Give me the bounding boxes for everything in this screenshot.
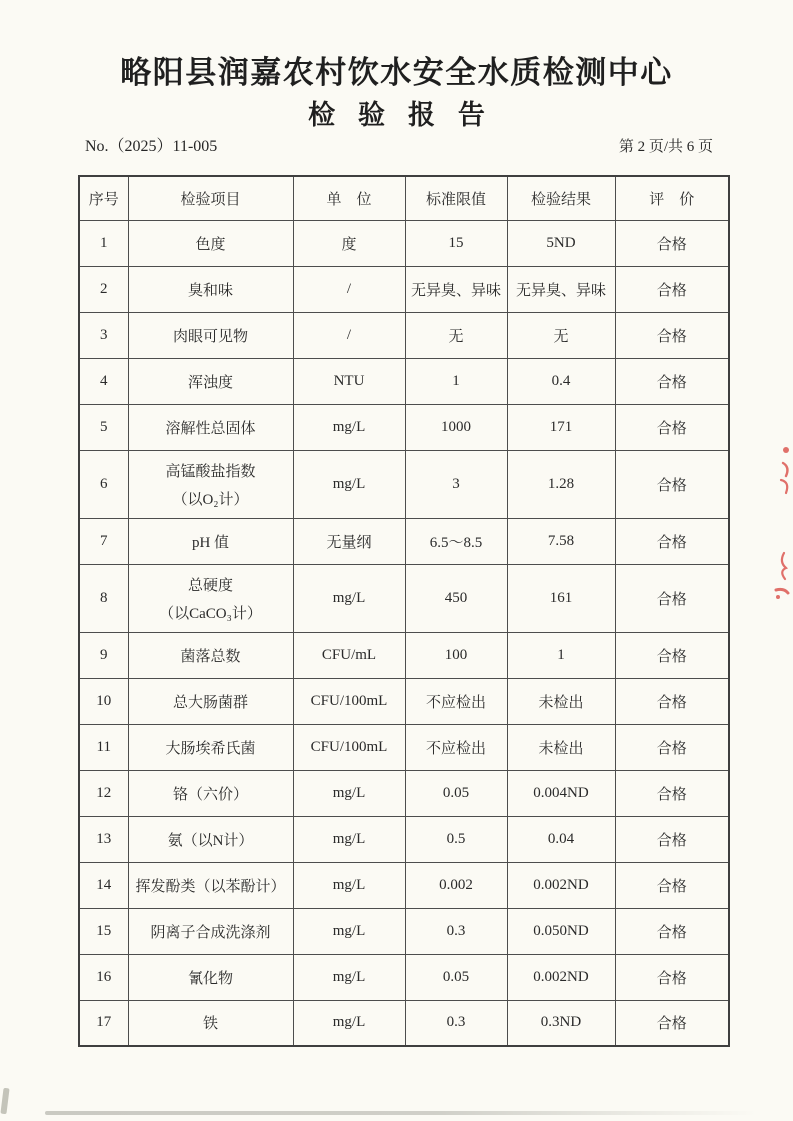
row-index: 17 [79,1000,128,1046]
test-result-value: 无 [507,312,615,358]
evaluation-value: 合格 [615,358,729,404]
results-table-body [79,220,729,1046]
standard-limit-value: 无异臭、异味 [405,266,507,312]
test-result-value: 无异臭、异味 [507,266,615,312]
test-result-value: 0.004ND [507,770,615,816]
table-row [79,632,729,678]
standard-limit-value: 6.5～8.5 [405,518,507,564]
meta-row [85,133,713,156]
item-name: 铬（六价） [128,770,293,816]
table-row [79,266,729,312]
row-index: 7 [79,518,128,564]
standard-limit-value: 0.05 [405,954,507,1000]
item-name: 菌落总数 [128,632,293,678]
unit-value: mg/L [293,816,405,862]
test-result-value: 1.28 [507,450,615,518]
unit-value: / [293,312,405,358]
header-row [79,176,729,220]
test-result-value: 0.04 [507,816,615,862]
scan-shadow-line [45,1111,757,1115]
red-ink-mark-top [772,443,792,497]
standard-limit-value: 0.002 [405,862,507,908]
test-result-value: 0.050ND [507,908,615,954]
row-index: 14 [79,862,128,908]
unit-value: mg/L [293,862,405,908]
row-index: 8 [79,564,128,632]
evaluation-value: 合格 [615,404,729,450]
table-row [79,908,729,954]
standard-limit-value: 0.5 [405,816,507,862]
table-row [79,678,729,724]
item-name: 铁 [128,1000,293,1046]
unit-value: mg/L [293,908,405,954]
table-row [79,954,729,1000]
item-name: 氰化物 [128,954,293,1000]
header-test-result: 检验结果 [507,176,615,220]
row-index: 11 [79,724,128,770]
results-table-head [79,176,729,220]
table-row [79,220,729,266]
standard-limit-value: 3 [405,450,507,518]
table-row [79,358,729,404]
unit-value: mg/L [293,1000,405,1046]
item-name: 氨（以N计） [128,816,293,862]
results-table [78,175,730,1047]
item-name: 臭和味 [128,266,293,312]
unit-value: / [293,266,405,312]
row-index: 15 [79,908,128,954]
test-result-value: 未检出 [507,724,615,770]
evaluation-value: 合格 [615,312,729,358]
item-name-line1: 总硬度 [187,577,233,594]
item-name: 浑浊度 [128,358,293,404]
test-result-value: 未检出 [507,678,615,724]
scan-edge-smudge [0,1088,9,1115]
table-row [79,518,729,564]
standard-limit-value: 450 [405,564,507,632]
table-row [79,816,729,862]
row-index: 16 [79,954,128,1000]
report-title: 检验报告 [308,100,508,130]
item-name: 色度 [128,220,293,266]
report-number: No.（2025）11-005 [85,138,218,155]
standard-limit-value: 不应检出 [405,724,507,770]
evaluation-value: 合格 [615,954,729,1000]
test-result-value: 0.3ND [507,1000,615,1046]
header-serial-number: 序号 [79,176,128,220]
evaluation-value: 合格 [615,816,729,862]
row-index: 2 [79,266,128,312]
table-row [79,1000,729,1046]
row-index: 10 [79,678,128,724]
test-result-value: 5ND [507,220,615,266]
row-index: 6 [79,450,128,518]
header-standard-limit: 标准限值 [405,176,507,220]
unit-value: mg/L [293,564,405,632]
evaluation-value: 合格 [615,632,729,678]
item-name-line2: （以O₂计） [172,491,249,508]
unit-value: 无量纲 [293,518,405,564]
test-result-value: 7.58 [507,518,615,564]
test-result-value: 0.002ND [507,862,615,908]
row-index: 4 [79,358,128,404]
standard-limit-value: 1000 [405,404,507,450]
unit-value: NTU [293,358,405,404]
evaluation-value: 合格 [615,724,729,770]
standard-limit-value: 0.3 [405,908,507,954]
evaluation-value: 合格 [615,770,729,816]
unit-value: CFU/100mL [293,724,405,770]
item-name-line2: （以CaCO₃计） [159,605,262,622]
standard-limit-value: 0.3 [405,1000,507,1046]
unit-value: CFU/mL [293,632,405,678]
row-index: 3 [79,312,128,358]
standard-limit-value: 不应检出 [405,678,507,724]
table-row [79,312,729,358]
test-result-value: 0.002ND [507,954,615,1000]
header-evaluation: 评 价 [615,176,729,220]
item-name [128,564,293,632]
item-name-line1: 高锰酸盐指数 [165,463,256,480]
test-result-value: 1 [507,632,615,678]
item-name: 总大肠菌群 [128,678,293,724]
standard-limit-value: 0.05 [405,770,507,816]
row-index: 13 [79,816,128,862]
unit-value: 度 [293,220,405,266]
row-index: 12 [79,770,128,816]
evaluation-value: 合格 [615,564,729,632]
table-row [79,404,729,450]
test-result-value: 161 [507,564,615,632]
evaluation-value: 合格 [615,266,729,312]
header-unit: 单 位 [293,176,405,220]
row-index: 9 [79,632,128,678]
table-row [79,770,729,816]
table-row [79,862,729,908]
item-name: 溶解性总固体 [128,404,293,450]
evaluation-value: 合格 [615,220,729,266]
item-name: 阴离子合成洗涤剂 [128,908,293,954]
item-name: 肉眼可见物 [128,312,293,358]
page-indicator: 第 2 页/共 6 页 [618,139,713,155]
evaluation-value: 合格 [615,908,729,954]
page-title: 略阳县润嘉农村饮水安全水质检测中心 [120,55,673,90]
evaluation-value: 合格 [615,678,729,724]
item-name [128,450,293,518]
standard-limit-value: 100 [405,632,507,678]
unit-value: mg/L [293,404,405,450]
table-row [79,450,729,518]
test-result-value: 0.4 [507,358,615,404]
row-index: 5 [79,404,128,450]
evaluation-value: 合格 [615,862,729,908]
row-index: 1 [79,220,128,266]
unit-value: mg/L [293,770,405,816]
standard-limit-value: 15 [405,220,507,266]
unit-value: mg/L [293,450,405,518]
evaluation-value: 合格 [615,450,729,518]
evaluation-value: 合格 [615,518,729,564]
item-name: pH 值 [128,518,293,564]
evaluation-value: 合格 [615,1000,729,1046]
header-test-item: 检验项目 [128,176,293,220]
red-ink-mark-bottom [770,550,792,602]
item-name: 挥发酚类（以苯酚计） [128,862,293,908]
test-result-value: 171 [507,404,615,450]
standard-limit-value: 1 [405,358,507,404]
standard-limit-value: 无 [405,312,507,358]
table-row [79,724,729,770]
unit-value: CFU/100mL [293,678,405,724]
table-row [79,564,729,632]
unit-value: mg/L [293,954,405,1000]
item-name: 大肠埃希氏菌 [128,724,293,770]
